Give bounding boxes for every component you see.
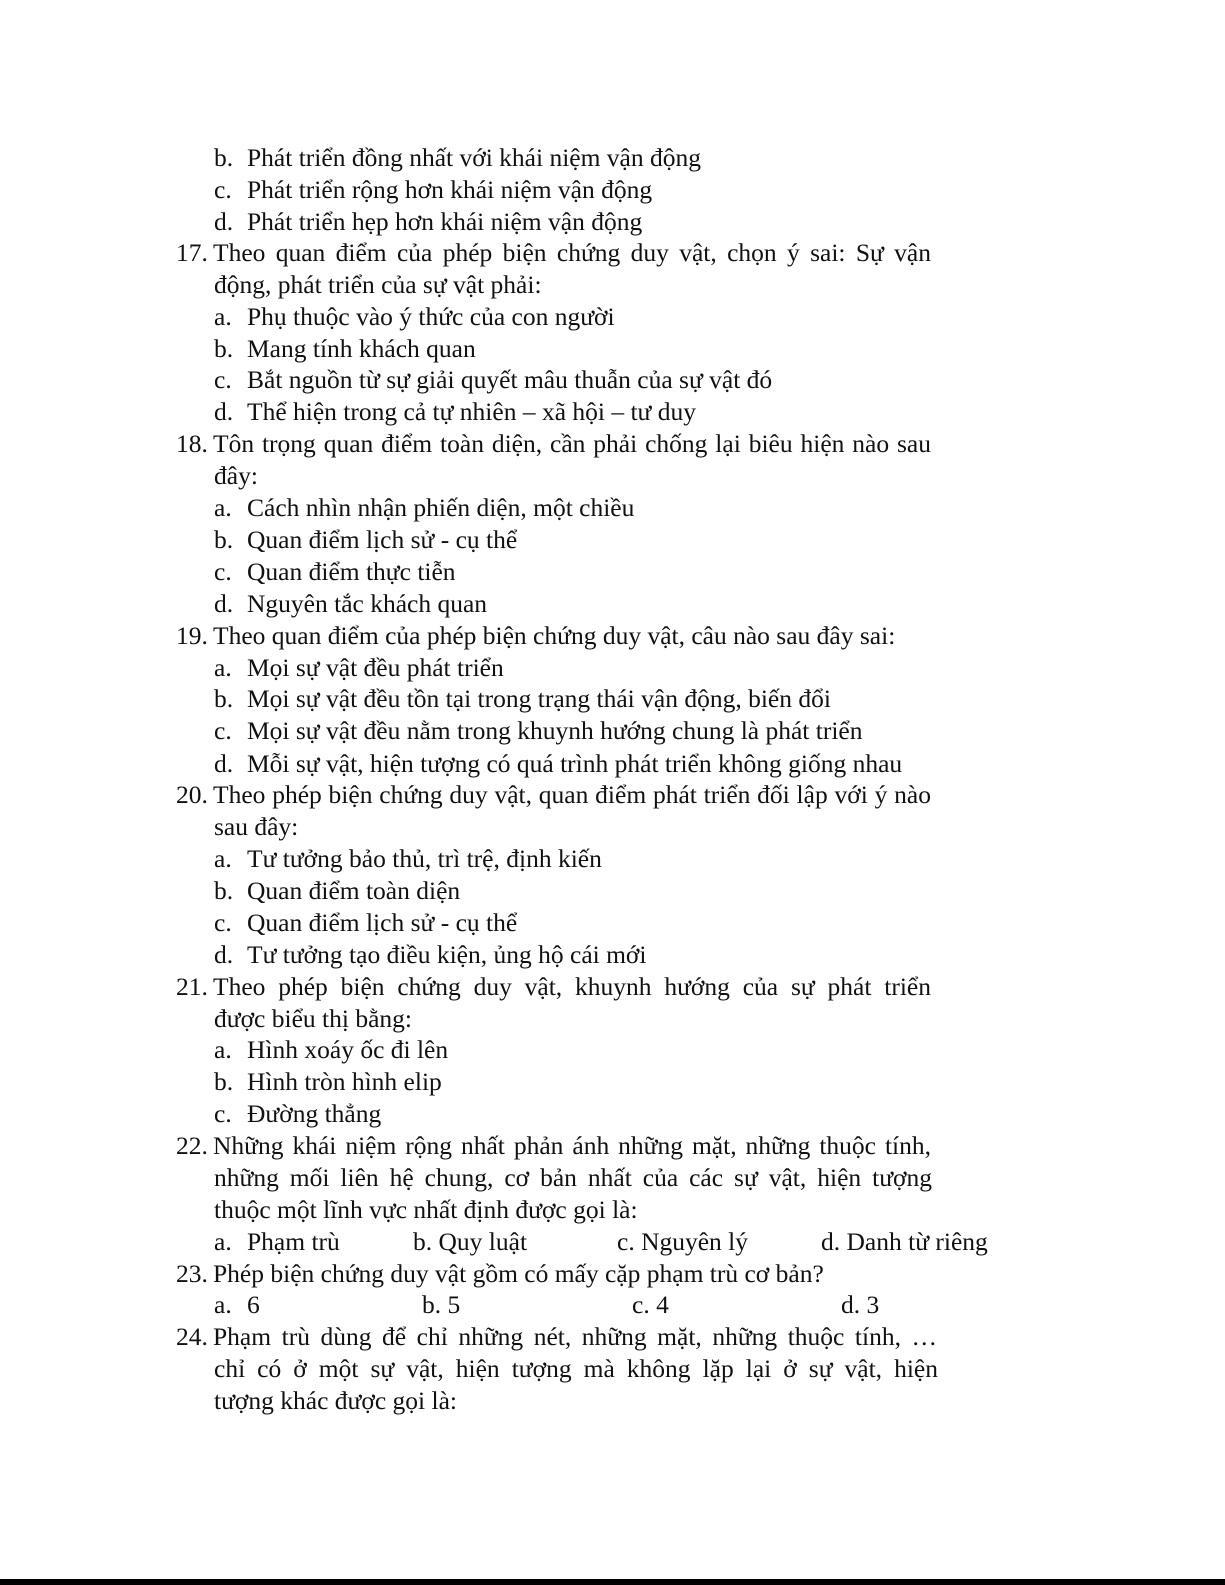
option-letter: c. — [214, 175, 232, 204]
option-text: Hình tròn hình elip — [247, 1067, 442, 1096]
question-number: 21. — [176, 972, 208, 1001]
option-letter: b. — [214, 525, 234, 554]
option-text: Phát triển đồng nhất với khái niệm vận động — [247, 143, 701, 172]
option-text: b. Quy luật — [413, 1227, 528, 1256]
option-text: Phạm trù — [247, 1227, 340, 1256]
option-text: d. Danh từ riêng — [821, 1227, 988, 1256]
option-text: Phát triển rộng hơn khái niệm vận động — [247, 175, 653, 204]
option-text: Phát triển hẹp hơn khái niệm vận động — [247, 207, 643, 236]
option-letter: a. — [214, 1290, 232, 1319]
option-text: Phụ thuộc vào ý thức của con người — [247, 302, 615, 331]
option-letter: d. — [214, 940, 234, 969]
question-text: chỉ có ở một sự vật, hiện tượng mà không lặp lại ở sự vật, hiện — [214, 1354, 938, 1383]
option-letter: b. — [214, 876, 234, 905]
question-text: Phép biện chứng duy vật gồm có mấy cặp phạm trù cơ bản? — [213, 1259, 824, 1288]
question-text: sau đây: — [214, 812, 299, 841]
option-text: Mọi sự vật đều phát triển — [247, 653, 504, 682]
option-letter: c. — [214, 365, 232, 394]
option-letter: c. — [214, 908, 232, 937]
option-text: Cách nhìn nhận phiến diện, một chiều — [247, 493, 635, 522]
question-text: Những khái niệm rộng nhất phản ánh những mặt, những thuộc tính, — [213, 1131, 931, 1160]
option-letter: c. — [214, 716, 232, 745]
question-text: tượng khác được gọi là: — [214, 1386, 457, 1415]
option-text: Thể hiện trong cả tự nhiên – xã hội – tư duy — [247, 397, 697, 426]
option-text: c. Nguyên lý — [617, 1227, 749, 1256]
option-letter: d. — [214, 207, 234, 236]
question-number: 20. — [176, 780, 208, 809]
question-number: 19. — [176, 621, 208, 650]
option-text: b. 5 — [422, 1290, 461, 1319]
option-text: 6 — [247, 1290, 260, 1319]
option-letter: c. — [214, 557, 232, 586]
option-text: Quan điểm lịch sử - cụ thể — [247, 525, 518, 554]
option-text: Mang tính khách quan — [247, 334, 476, 363]
option-text: Mọi sự vật đều nằm trong khuynh hướng chung là phát triển — [247, 716, 863, 745]
option-letter: a. — [214, 653, 232, 682]
question-text: những mối liên hệ chung, cơ bản nhất của các sự vật, hiện tượng — [214, 1163, 932, 1192]
question-number: 23. — [176, 1259, 208, 1288]
question-text: thuộc một lĩnh vực nhất định được gọi là: — [214, 1195, 638, 1224]
bottom-border — [0, 1579, 1225, 1585]
option-text: Nguyên tắc khách quan — [247, 589, 488, 618]
option-text: Bắt nguồn từ sự giải quyết mâu thuẫn của sự vật đó — [247, 365, 773, 394]
option-text: Quan điểm thực tiễn — [247, 557, 456, 586]
option-text: Mỗi sự vật, hiện tượng có quá trình phát triển không giống nhau — [247, 749, 903, 778]
option-text: Quan điểm lịch sử - cụ thể — [247, 908, 518, 937]
option-letter: a. — [214, 844, 232, 873]
option-text: Tư tưởng bảo thủ, trì trệ, định kiến — [247, 844, 602, 873]
option-text: Hình xoáy ốc đi lên — [247, 1035, 449, 1064]
option-letter: d. — [214, 397, 234, 426]
question-number: 18. — [176, 429, 208, 458]
option-letter: b. — [214, 143, 234, 172]
option-text: d. 3 — [841, 1290, 880, 1319]
question-text: động, phát triển của sự vật phải: — [214, 270, 542, 299]
question-text: Theo phép biện chứng duy vật, khuynh hướng của sự phát triển — [213, 972, 931, 1001]
question-text: Theo quan điểm của phép biện chứng duy vật, chọn ý sai: Sự vận — [213, 238, 931, 267]
option-text: c. 4 — [632, 1290, 669, 1319]
option-letter: a. — [214, 493, 232, 522]
question-number: 24. — [176, 1322, 208, 1351]
option-text: Quan điểm toàn diện — [247, 876, 461, 905]
question-text: Theo phép biện chứng duy vật, quan điểm phát triển đối lập với ý nào — [213, 780, 931, 809]
question-number: 22. — [176, 1131, 208, 1160]
option-letter: b. — [214, 684, 234, 713]
question-text: Theo quan điểm của phép biện chứng duy vật, câu nào sau đây sai: — [213, 621, 896, 650]
question-text: được biểu thị bằng: — [214, 1004, 412, 1033]
option-text: Tư tưởng tạo điều kiện, ủng hộ cái mới — [247, 940, 647, 969]
option-letter: b. — [214, 334, 234, 363]
question-text: Phạm trù dùng để chỉ những nét, những mặt, những thuộc tính, … — [213, 1322, 937, 1351]
option-letter: c. — [214, 1099, 232, 1128]
option-letter: a. — [214, 302, 232, 331]
question-text: Tôn trọng quan điểm toàn diện, cần phải chống lại biêu hiện nào sau — [213, 429, 931, 458]
question-number: 17. — [176, 238, 208, 267]
option-letter: a. — [214, 1035, 232, 1064]
option-letter: b. — [214, 1067, 234, 1096]
option-letter: a. — [214, 1227, 232, 1256]
option-text: Mọi sự vật đều tồn tại trong trạng thái vận động, biến đổi — [247, 684, 831, 713]
question-text: đây: — [214, 461, 258, 490]
option-text: Đường thẳng — [247, 1099, 382, 1128]
option-letter: d. — [214, 589, 234, 618]
option-letter: d. — [214, 749, 234, 778]
